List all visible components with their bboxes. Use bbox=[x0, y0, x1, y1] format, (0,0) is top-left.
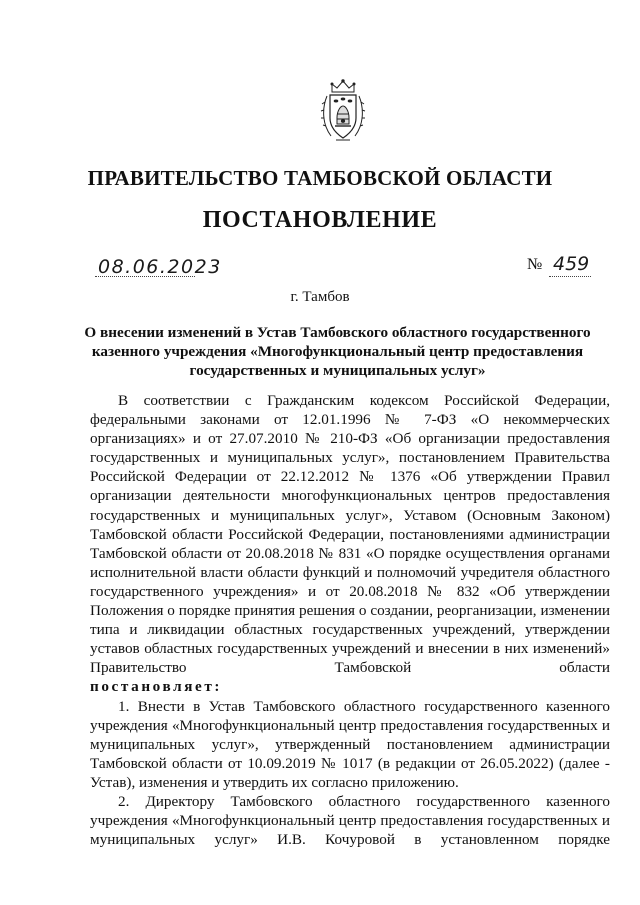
government-title: ПРАВИТЕЛЬСТВО ТАМБОВСКОЙ ОБЛАСТИ bbox=[87, 166, 553, 190]
handwritten-date: 08.06.2023 bbox=[98, 256, 222, 278]
number-underline bbox=[549, 276, 591, 277]
number-sign: № bbox=[527, 256, 543, 273]
city-label: г. Тамбов bbox=[290, 289, 350, 305]
item-1-paragraph: 1. Внести в Устав Тамбовского областного государственного казенного учреждения «Многофункциональный центр предоставления государственных и муниципальных услуг», утвержденный постановлением администрации Тамбовской области от 10.09.2019 № 1017 (в редакции от 26.05.2022) (далее - Устав), изменения и утвердить их согласно приложению. bbox=[90, 697, 610, 791]
date-underline bbox=[95, 276, 195, 278]
document-type-heading: ПОСТАНОВЛЕНИЕ bbox=[202, 207, 438, 233]
item-2-paragraph: 2. Директору Тамбовского областного государственного казенного учреждения «Многофункциональный центр предоставления государственных и муниципальных услуг» И.В. Кочуровой в установленном порядке bbox=[90, 792, 610, 849]
coat-of-arms-emblem bbox=[318, 78, 368, 144]
handwritten-number: 459 bbox=[553, 253, 590, 275]
preamble-paragraph: В соответствии с Гражданским кодексом Российской Федерации, федеральными законами от 12.01.1996 № 7-ФЗ «О некоммерческих организациях» и от 27.07.2010 № 210-ФЗ «Об организации предоставления государственных и муниципальных услуг», постановлением Правительства Российской Федерации от 22.12.2012 № 1376 «Об утверждении Правил организации деятельности многофункциональных центров предоставления государственных и муниципальных услуг», Уставом (Основным Законом) Тамбовской области Российской Федерации, постановлениями администрации Тамбовской области от 20.08.2018 № 831 «О порядке осуществления органами исполнительной власти области функций и полномочий учредителя областного государственного учреждения» и от 20.08.2018 № 832 «Об утверждении Положения о порядке принятия решения о создании, реорганизации, изменении типа и ликвидации областных государственных учреждений, утверждении уставов областных государственных учреждений и внесении в них изменений» Правительство Тамбовской области bbox=[90, 392, 610, 677]
document-body bbox=[90, 391, 610, 849]
decree-word: постановляет: bbox=[90, 678, 223, 696]
document-subject: О внесении изменений в Устав Тамбовского областного государственного казенного учреждения «Многофункциональный центр предоставления государственных и муниципальных услуг» bbox=[84, 324, 591, 379]
